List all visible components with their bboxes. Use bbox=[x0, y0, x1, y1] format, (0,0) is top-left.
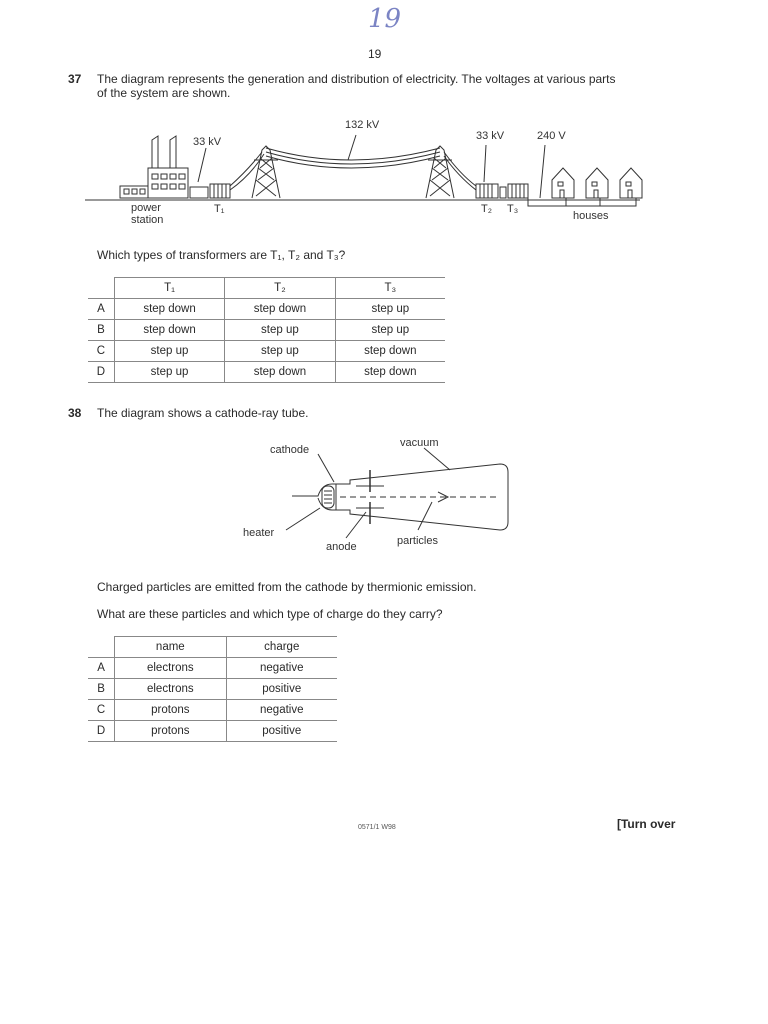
answer-table-38 bbox=[88, 636, 337, 742]
houses-icon bbox=[552, 168, 642, 198]
transformer-t3-icon bbox=[500, 184, 528, 198]
pylon-right-icon bbox=[426, 146, 454, 198]
table-cell: positive bbox=[226, 679, 337, 700]
table-cell: step down bbox=[114, 320, 224, 341]
table-cell: step up bbox=[335, 299, 445, 320]
question-38-statement: Charged particles are emitted from the cathode by thermionic emission. bbox=[97, 580, 477, 594]
label-particles: particles bbox=[397, 535, 438, 547]
header-t2: T₂ bbox=[225, 278, 335, 299]
table-cell: step up bbox=[225, 341, 335, 362]
cathode-ray-tube-diagram bbox=[0, 430, 768, 560]
table-header-row bbox=[88, 278, 445, 299]
option-row-b[interactable] bbox=[88, 320, 445, 341]
label-t1: T₁ bbox=[214, 203, 225, 215]
option-row-c[interactable] bbox=[88, 700, 337, 721]
table-cell: step down bbox=[335, 341, 445, 362]
option-letter: A bbox=[88, 299, 114, 320]
table-header-row bbox=[88, 637, 337, 658]
label-33kv-right: 33 kV bbox=[476, 130, 505, 142]
question-37-text-line2: of the system are shown. bbox=[97, 86, 231, 100]
table-cell: step down bbox=[225, 362, 335, 383]
table-cell: step down bbox=[335, 362, 445, 383]
table-cell: protons bbox=[115, 700, 226, 721]
option-letter: D bbox=[88, 721, 115, 742]
label-t2: T₂ bbox=[481, 203, 492, 215]
question-38-text: The diagram shows a cathode-ray tube. bbox=[97, 406, 309, 420]
label-power: power bbox=[131, 202, 161, 214]
table-cell: negative bbox=[226, 700, 337, 721]
option-letter: C bbox=[88, 700, 115, 721]
option-row-a[interactable] bbox=[88, 658, 337, 679]
question-38-number: 38 bbox=[68, 406, 82, 420]
table-cell: step down bbox=[114, 299, 224, 320]
option-letter: A bbox=[88, 658, 115, 679]
table-cell: protons bbox=[115, 721, 226, 742]
label-33kv-left: 33 kV bbox=[193, 136, 222, 148]
label-anode: anode bbox=[326, 541, 357, 553]
table-cell: electrons bbox=[115, 658, 226, 679]
option-row-c[interactable] bbox=[88, 341, 445, 362]
table-cell: step down bbox=[225, 299, 335, 320]
option-row-b[interactable] bbox=[88, 679, 337, 700]
turn-over-label: [Turn over bbox=[617, 817, 676, 831]
question-37-prompt: Which types of transformers are T₁, T₂ and T₃? bbox=[97, 248, 346, 262]
option-row-a[interactable] bbox=[88, 299, 445, 320]
table-cell: step up bbox=[225, 320, 335, 341]
header-t1: T₁ bbox=[114, 278, 224, 299]
power-station-icon bbox=[120, 136, 188, 198]
option-letter: D bbox=[88, 362, 114, 383]
table-cell: step up bbox=[114, 362, 224, 383]
handwritten-page-number: 19 bbox=[368, 4, 402, 34]
transformer-t2-icon bbox=[476, 184, 498, 198]
header-name: name bbox=[115, 637, 226, 658]
option-letter: B bbox=[88, 320, 114, 341]
pylon-left-icon bbox=[252, 146, 280, 198]
heater-coil bbox=[322, 486, 334, 508]
table-cell: step up bbox=[335, 320, 445, 341]
transformer-t1-icon bbox=[190, 184, 230, 198]
label-houses: houses bbox=[573, 210, 609, 222]
option-letter: C bbox=[88, 341, 114, 362]
label-heater: heater bbox=[243, 527, 275, 539]
header-t3: T₃ bbox=[335, 278, 445, 299]
option-row-d[interactable] bbox=[88, 362, 445, 383]
option-letter: B bbox=[88, 679, 115, 700]
label-t3: T₃ bbox=[507, 203, 519, 215]
table-cell: positive bbox=[226, 721, 337, 742]
question-37-number: 37 bbox=[68, 72, 82, 86]
footer-code: 0571/1 W98 bbox=[358, 824, 396, 831]
label-240v: 240 V bbox=[537, 130, 566, 142]
page-number: 19 bbox=[368, 47, 382, 61]
table-cell: step up bbox=[114, 341, 224, 362]
header-charge: charge bbox=[226, 637, 337, 658]
question-38-prompt: What are these particles and which type of charge do they carry? bbox=[97, 607, 443, 621]
table-cell: electrons bbox=[115, 679, 226, 700]
label-cathode: cathode bbox=[270, 444, 310, 456]
answer-table-37 bbox=[88, 277, 445, 383]
table-cell: negative bbox=[226, 658, 337, 679]
label-132kv: 132 kV bbox=[345, 119, 380, 131]
label-station: station bbox=[131, 214, 164, 226]
label-vacuum: vacuum bbox=[400, 437, 439, 449]
question-37-text-line1: The diagram represents the generation and distribution of electricity. The voltages at various parts bbox=[97, 72, 616, 86]
option-row-d[interactable] bbox=[88, 721, 337, 742]
electricity-distribution-diagram bbox=[0, 0, 768, 240]
